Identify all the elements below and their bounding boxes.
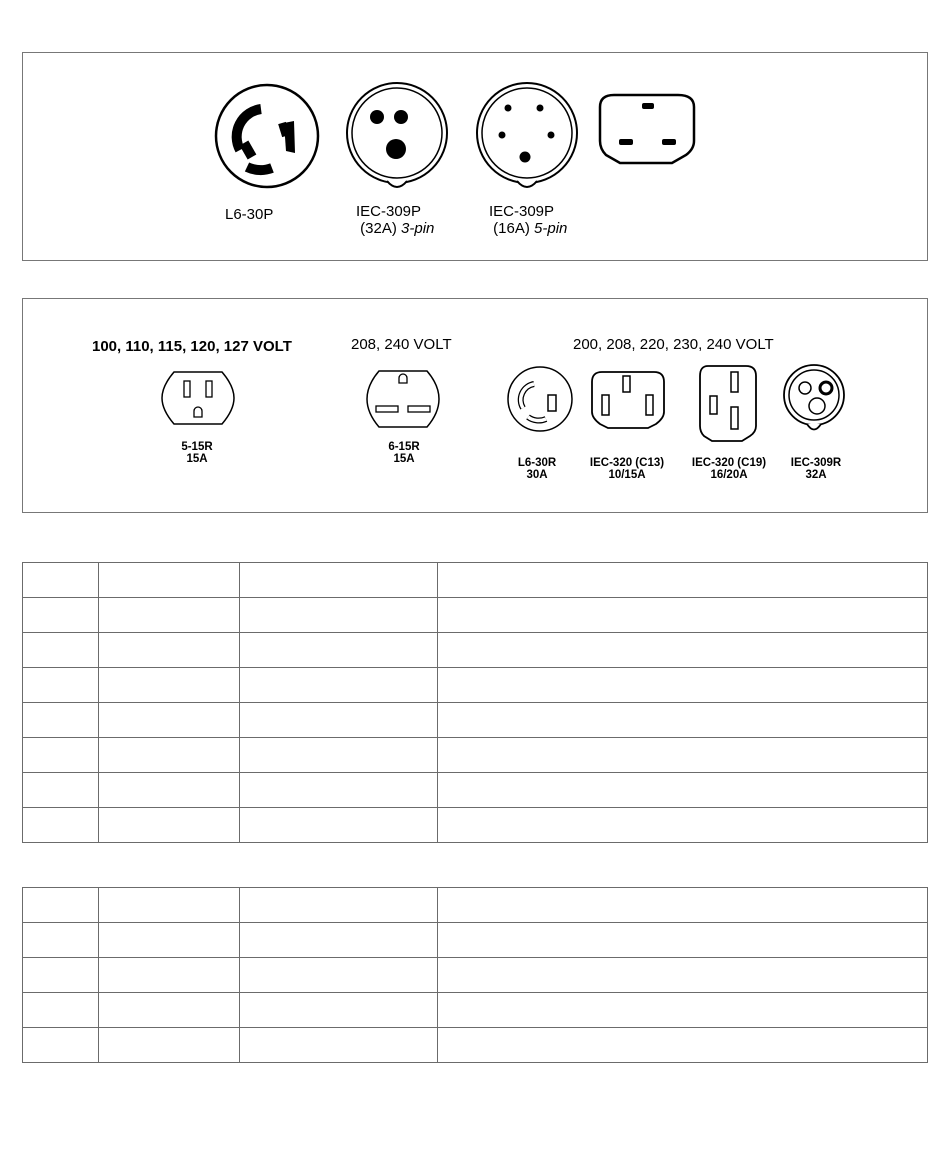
table-cell (438, 563, 928, 598)
iec-c13-receptacle-icon (590, 370, 666, 430)
iec-309r-receptacle-icon (782, 361, 846, 451)
table-cell (240, 958, 438, 993)
nema-6-15r-receptacle-icon (365, 369, 441, 429)
table-row (23, 598, 928, 633)
table-row (23, 703, 928, 738)
table-cell (438, 1028, 928, 1063)
table-cell (23, 888, 99, 923)
table-cell (99, 1028, 240, 1063)
iec-c19-receptacle-icon (698, 364, 758, 444)
table-cell (438, 958, 928, 993)
table-row (23, 993, 928, 1028)
table-cell (438, 703, 928, 738)
plug-label-l6-30p: L6-30P (225, 206, 274, 223)
table-cell (23, 923, 99, 958)
table-cell (438, 773, 928, 808)
table-cell (99, 598, 240, 633)
table-cell (240, 563, 438, 598)
table-row (23, 888, 928, 923)
table-cell (240, 808, 438, 843)
table-row (23, 1028, 928, 1063)
table-row (23, 958, 928, 993)
receptacle-label-5-15r: 5-15R 15A (181, 441, 213, 465)
table-cell (99, 703, 240, 738)
iec-c14-inlet-icon (598, 93, 698, 165)
table-cell (438, 633, 928, 668)
voltage-header-240v: 208, 240 VOLT (351, 336, 452, 353)
table-cell (99, 888, 240, 923)
table-cell (240, 993, 438, 1028)
iec-309p-5pin-plug-icon (475, 81, 585, 193)
table-cell (99, 958, 240, 993)
table-cell (438, 808, 928, 843)
table-cell (240, 773, 438, 808)
table-cell (23, 1028, 99, 1063)
receptacle-panel (22, 298, 928, 513)
table-row (23, 773, 928, 808)
table-cell (240, 923, 438, 958)
table-row (23, 738, 928, 773)
table-cell (99, 738, 240, 773)
table-cell (99, 993, 240, 1028)
table-row (23, 563, 928, 598)
table-cell (438, 668, 928, 703)
table-cell (99, 923, 240, 958)
receptacle-label-iec-c13: IEC-320 (C13) 10/15A (589, 457, 665, 481)
table-row (23, 668, 928, 703)
table-cell (438, 993, 928, 1028)
table-cell (23, 993, 99, 1028)
table-cell (438, 888, 928, 923)
table-cell (99, 563, 240, 598)
plug-label-iec-309p-3pin: IEC-309P (32A) 3-pin (356, 203, 435, 237)
table-cell (99, 668, 240, 703)
empty-table-1 (22, 562, 928, 843)
table-cell (438, 923, 928, 958)
receptacle-label-l6-30r: L6-30R 30A (517, 457, 557, 481)
table-cell (240, 703, 438, 738)
l6-30r-receptacle-icon (506, 365, 576, 435)
table-cell (23, 598, 99, 633)
table-cell (23, 773, 99, 808)
nema-5-15r-receptacle-icon (160, 370, 236, 426)
table-cell (240, 633, 438, 668)
table-cell (240, 738, 438, 773)
l6-30p-plug-icon (214, 83, 324, 193)
voltage-header-multi: 200, 208, 220, 230, 240 VOLT (573, 336, 774, 353)
table-cell (240, 888, 438, 923)
table-cell (23, 738, 99, 773)
table-cell (240, 1028, 438, 1063)
table-row (23, 808, 928, 843)
receptacle-label-iec-309r: IEC-309R 32A (790, 457, 842, 481)
receptacle-label-6-15r: 6-15R 15A (388, 441, 420, 465)
voltage-header-120v: 100, 110, 115, 120, 127 VOLT (92, 338, 292, 355)
table-cell (240, 668, 438, 703)
plug-panel (22, 52, 928, 261)
table-cell (23, 703, 99, 738)
table-cell (438, 738, 928, 773)
table-cell (23, 958, 99, 993)
table-row (23, 923, 928, 958)
table-cell (99, 773, 240, 808)
receptacle-label-iec-c19: IEC-320 (C19) 16/20A (691, 457, 767, 481)
table-cell (99, 633, 240, 668)
table-cell (240, 598, 438, 633)
table-cell (23, 633, 99, 668)
table-row (23, 633, 928, 668)
plug-label-iec-309p-5pin: IEC-309P (16A) 5-pin (489, 203, 568, 237)
table-cell (23, 808, 99, 843)
table-cell (99, 808, 240, 843)
table-cell (438, 598, 928, 633)
table-cell (23, 668, 99, 703)
empty-table-2 (22, 887, 928, 1063)
table-cell (23, 563, 99, 598)
iec-309p-3pin-plug-icon (345, 81, 455, 193)
